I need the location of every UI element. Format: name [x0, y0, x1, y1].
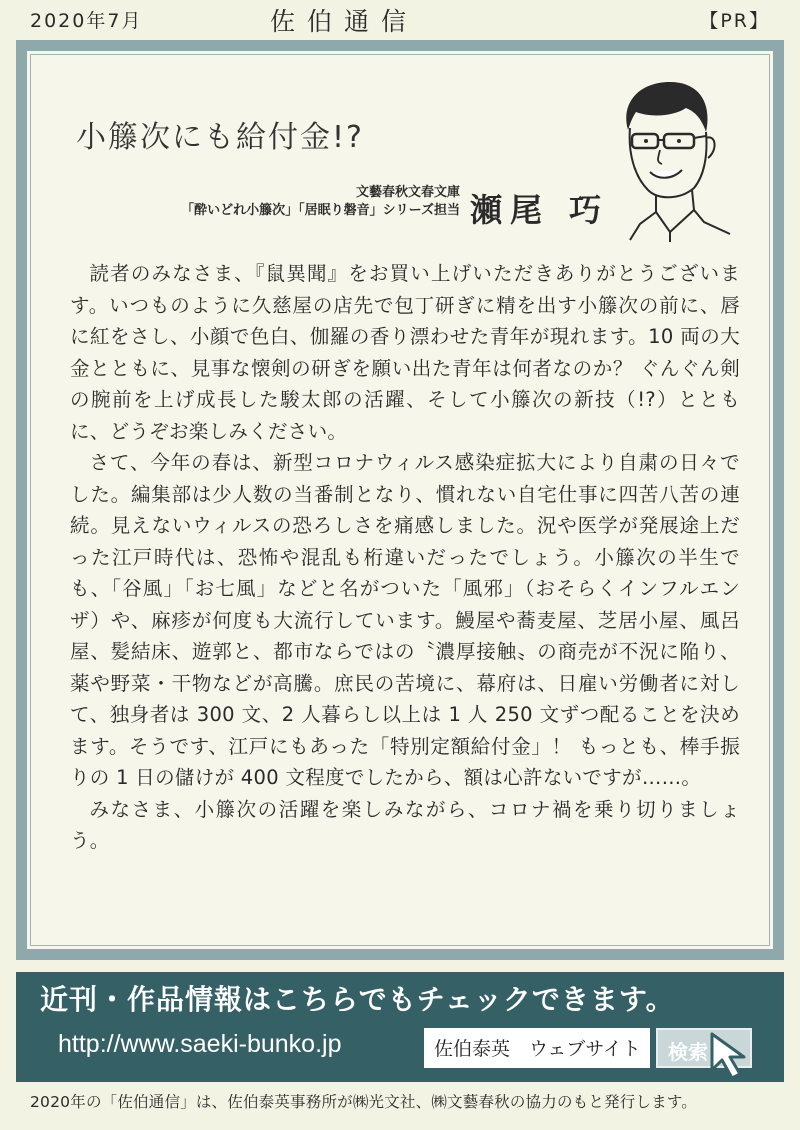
article-paragraph: さて、今年の春は、新型コロナウィルス感染症拡大により自粛の日々でした。編集部は少人数の当番制となり、慣れない自宅仕事に四苦八苦の連続。見えないウィルスの恐ろしさを痛感しました。況や医学が発展途上だった江戸時代は、恐怖や混乱も桁違いだったでしょう。小籐次の半生でも、「谷風」「お七風」などと名がついた「風邪」（おそらくインフルエンザ）や、麻疹が何度も大流行しています。鰻屋や蕎麦屋、芝居小屋、風呂屋、髪結床、遊郭と、都市ならではの〝濃厚接触〟の商売が不況に陥り、薬や野菜・干物などが高騰。庶民の苦境に、幕府は、日雇い労働者に対して、独身者は 300 文、2 人暮らし以上は 1 人 250 文ずつ配ることを決めます。そうです、江戸にもあった「特別定額給付金」！ もっとも、棒手振りの 1 日の儲けが 400 文程度でしたから、額は心許ないですが……。	[70, 451, 740, 789]
footer-banner	[16, 972, 784, 1082]
article-body	[70, 258, 740, 857]
footnote: 2020年の「佐伯通信」は、佐伯泰英事務所が㈱光文社、㈱文藝春秋の協力のもと発行します。	[30, 1093, 698, 1111]
byline-series: 「酔いどれ小籐次」「居眠り磐音」シリーズ担当	[181, 203, 460, 218]
newsletter-title: 佐伯通信	[270, 7, 419, 36]
page-header	[0, 0, 800, 40]
issue-date: 2020年7月	[30, 10, 143, 32]
footer-headline: 近刊・作品情報はこちらでもチェックできます。	[40, 983, 675, 1016]
website-url-link[interactable]: http://www.saeki-bunko.jp	[58, 1030, 342, 1058]
author-name: 瀬尾 巧	[470, 191, 610, 229]
byline-publisher: 文藝春秋文春文庫	[355, 185, 460, 200]
pr-tag: 【PR】	[699, 10, 770, 32]
article-paragraph: 読者のみなさま、『鼠異聞』をお買い上げいただきありがとうございます。いつものように久慈屋の店先で包丁研ぎに精を出す小籐次の前に、唇に紅をさし、小顔で色白、伽羅の香り漂わせた青年が現れます。10 両の大金とともに、見事な懐剣の研ぎを願い出た青年は何者なのか？ ぐんぐん剣の腕前を上げ成長した駿太郎の活躍、そして小籐次の新技（!?）とともに、どうぞお楽しみください。	[70, 262, 740, 443]
search-button[interactable]: 検索	[656, 1028, 752, 1068]
article-paragraph: みなさま、小籐次の活躍を楽しみながら、コロナ禍を乗り切りましょう。	[70, 797, 740, 852]
search-input[interactable]: 佐伯泰英 ウェブサイト	[424, 1028, 650, 1068]
author-portrait-illustration	[600, 72, 740, 242]
cursor-arrow-icon	[708, 1030, 754, 1082]
byline	[181, 184, 460, 220]
article-headline: 小籐次にも給付金!?	[76, 120, 364, 155]
